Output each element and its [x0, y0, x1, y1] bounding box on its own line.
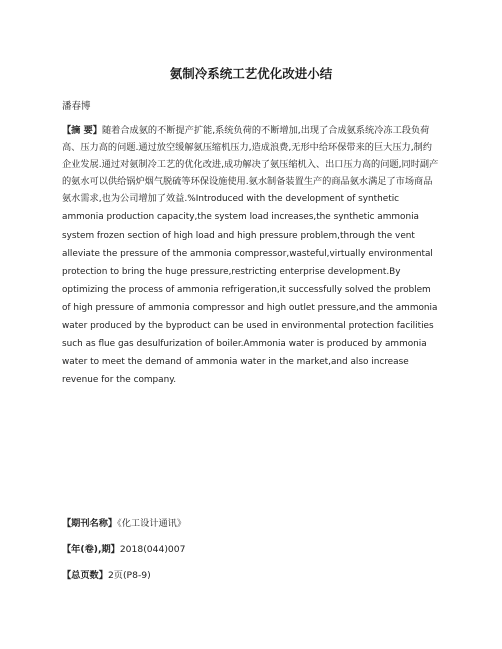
- abstract-zh: 随着合成氨的不断提产扩能,系统负荷的不断增加,出现了合成氨系统冷冻工段负荷高、压力高的问题.通过放空缓解氨压缩机压力,造成浪费,无形中给环保带来的巨大压力,制约企业发展.通过对氨制冷工艺的优化改进,成功解决了氨压缩机入、出口压力高的问题,同时副产的氨水可以供给锅炉烟气脱硫等环保设施使用.氨水制备装置生产的商品氨水满足了市场商品氨水需求,也为公司增加了效益.: [62, 125, 439, 205]
- year-label: 【年(卷),期】: [62, 544, 120, 555]
- pages-value: 2页(P8-9): [107, 570, 151, 581]
- pages-label: 【总页数】: [62, 570, 108, 581]
- abstract: [62, 122, 440, 389]
- meta-year-volume-issue: [62, 541, 185, 555]
- abstract-en: %Introduced with the development of synthetic ammonia production capacity,the system load increases,the synthetic ammonia system frozen section of high load and high pressure problem,through the vent alleviate the pressure of the ammonia compressor,wasteful,virtually environmental protection to bring the huge pressure,restricting enterprise development.By optimizing the process of ammonia refrigeration,it successfully solved the problem of high pressure of ammonia compressor and high outlet pressure,and the ammonia water produced by the byproduct can be used in environmental protection facilities such as flue gas desulfurization of boiler.Ammonia water is produced by ammonia water to meet the demand of ammonia water in the market,and also increase revenue for the company.: [62, 194, 438, 386]
- document-title: 氨制冷系统工艺优化改进小结: [169, 66, 333, 81]
- year-value: 2018(044)007: [119, 544, 186, 555]
- journal-label: 【期刊名称】: [62, 518, 118, 529]
- meta-total-pages: [62, 567, 151, 581]
- meta-journal: [62, 515, 186, 529]
- author-name: 潘春博: [62, 101, 91, 112]
- abstract-label: 【摘 要】: [62, 125, 102, 136]
- journal-value: 《化工设计通讯》: [117, 518, 187, 529]
